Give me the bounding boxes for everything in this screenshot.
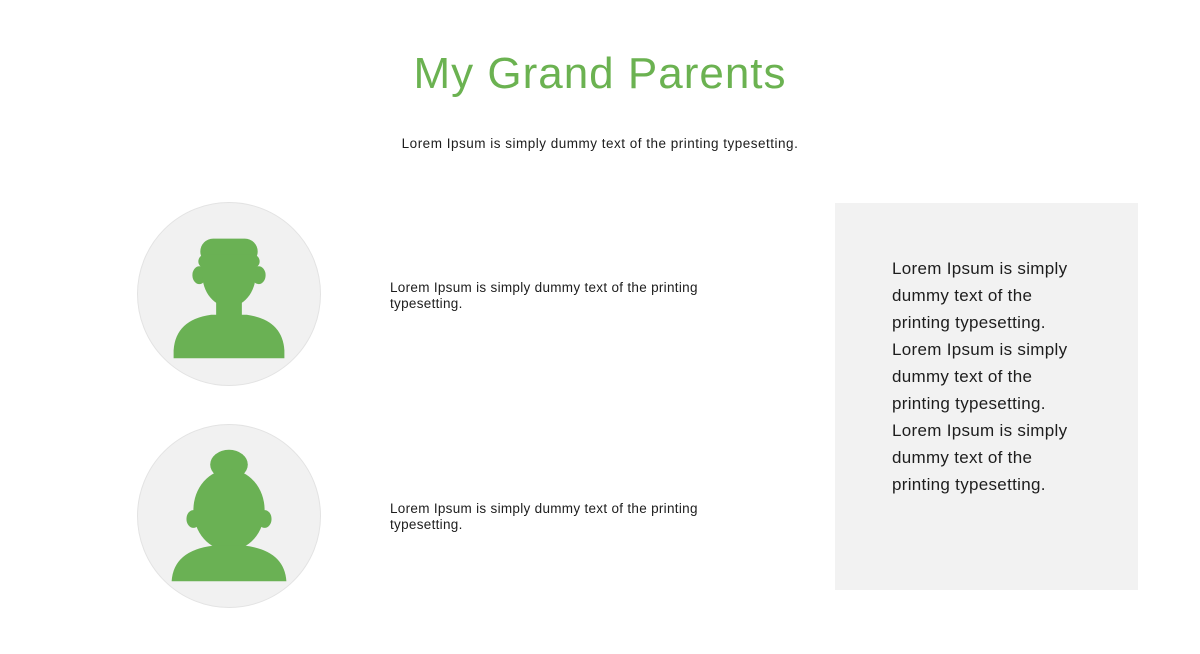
side-panel-paragraph: Lorem Ipsum is simply dummy text of the printing typesetting. <box>892 421 1068 494</box>
page-subtitle: Lorem Ipsum is simply dummy text of the printing typesetting. <box>401 136 799 151</box>
side-panel-paragraph: Lorem Ipsum is simply dummy text of the printing typesetting. <box>892 340 1068 413</box>
grandfather-avatar <box>137 202 321 386</box>
grandmother-description: Lorem Ipsum is simply dummy text of the printing typesetting. <box>390 501 698 532</box>
side-panel <box>835 203 1138 590</box>
grandfather-icon <box>138 203 320 385</box>
grandmother-avatar <box>137 424 321 608</box>
grandfather-description: Lorem Ipsum is simply dummy text of the printing typesetting. <box>390 280 698 311</box>
page-title: My Grand Parents <box>413 49 787 98</box>
side-panel-paragraph: Lorem Ipsum is simply dummy text of the printing typesetting. <box>892 259 1068 332</box>
grandmother-icon <box>138 425 320 607</box>
